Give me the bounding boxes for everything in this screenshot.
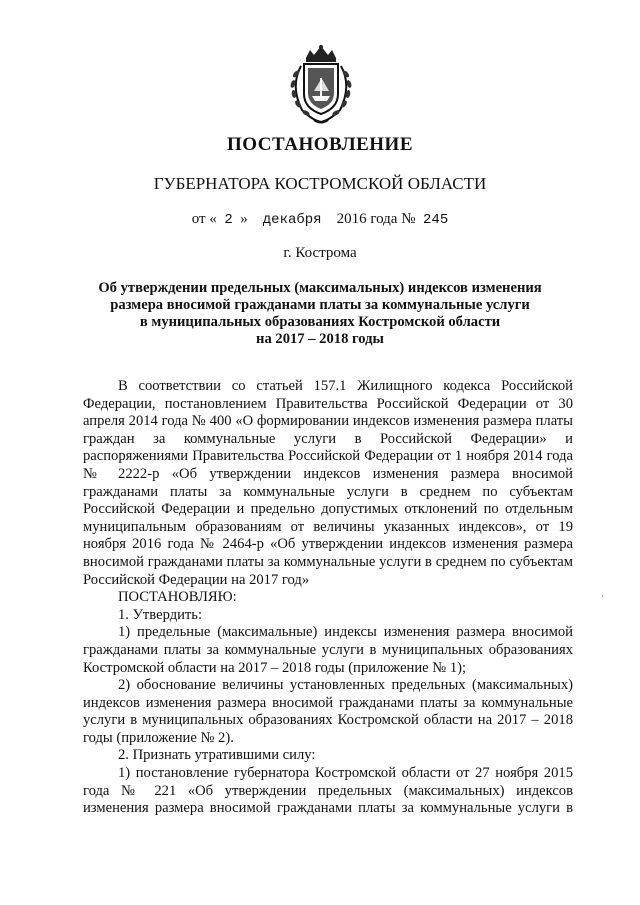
- document-title: ПОСТАНОВЛЕНИЕ: [226, 134, 414, 155]
- decree-word: ПОСТАНОВЛЯЮ:: [118, 589, 237, 606]
- item-1-2: 2) обоснование величины установленных предельных (максимальных) индексов изменения размера вносимой гражданами платы за коммунальные услуги в муниципальных образованиях Костромской области на 2017 – 2018 годы (приложение № 2).: [83, 677, 573, 746]
- heading-line: Об утверждении предельных (максимальных) индексов изменения: [98, 280, 542, 296]
- document-body: [83, 378, 573, 818]
- margin-mark: ‚: [601, 588, 604, 598]
- item-2-1: 1) постановление губернатора Костромской области от 27 ноября 2015 года № 221 «Об утверждении предельных (максимальных) индексов изменения размера вносимой гражданами платы за коммунальные услуги в: [83, 765, 573, 817]
- heading-line: размера вносимой гражданами платы за коммунальные услуги: [110, 297, 530, 313]
- intro-paragraph: В соответствии со статьей 157.1 Жилищного кодекса Российской Федерации, постановлением Правительства Российской Федерации от 30 апреля 2014 года № 400 «О формировании индексов изменения размера платы граждан за коммунальные услуги в Российской Федерации» и распоряжениями Правительства Российской Федерации от 1 ноября 2014 года № 2222-р «Об утверждении индексов изменения размера вносимой гражданами платы за коммунальные услуги в среднем по субъектам Российской Федерации и предельно допустимых отклонений по отдельным муниципальным образованиям от величины указанных индексов», от 19 ноября 2016 года № 2464-р «Об утверждении индексов изменения размера вносимой гражданами платы за коммунальные услуги в среднем по субъектам Российской Федерации на 2017 год»: [83, 378, 573, 588]
- heading-line: в муниципальных образованиях Костромской области: [139, 314, 501, 330]
- document-heading: [70, 280, 570, 348]
- item-1: 1. Утвердить:: [118, 606, 203, 623]
- date-mid: »: [240, 211, 248, 227]
- document-city: г. Кострома: [283, 245, 357, 261]
- date-year: 2016 года №: [336, 211, 416, 227]
- date-prefix: от «: [191, 211, 217, 227]
- document-issuer: ГУБЕРНАТОРА КОСТРОМСКОЙ ОБЛАСТИ: [153, 174, 487, 193]
- date-month: декабря: [262, 212, 322, 228]
- item-2: 2. Признать утратившими силу:: [118, 747, 316, 764]
- item-1-1: 1) предельные (максимальные) индексы изменения размера вносимой гражданами платы за коммунальные услуги в муниципальных образованиях Костромской области на 2017 – 2018 годы (приложение № 1);: [83, 624, 573, 676]
- document-date-line: [0, 211, 640, 228]
- date-day: 2: [224, 212, 233, 228]
- heading-line: на 2017 – 2018 годы: [256, 331, 384, 347]
- coat-of-arms-emblem: [284, 44, 358, 126]
- document-number: 245: [423, 212, 449, 228]
